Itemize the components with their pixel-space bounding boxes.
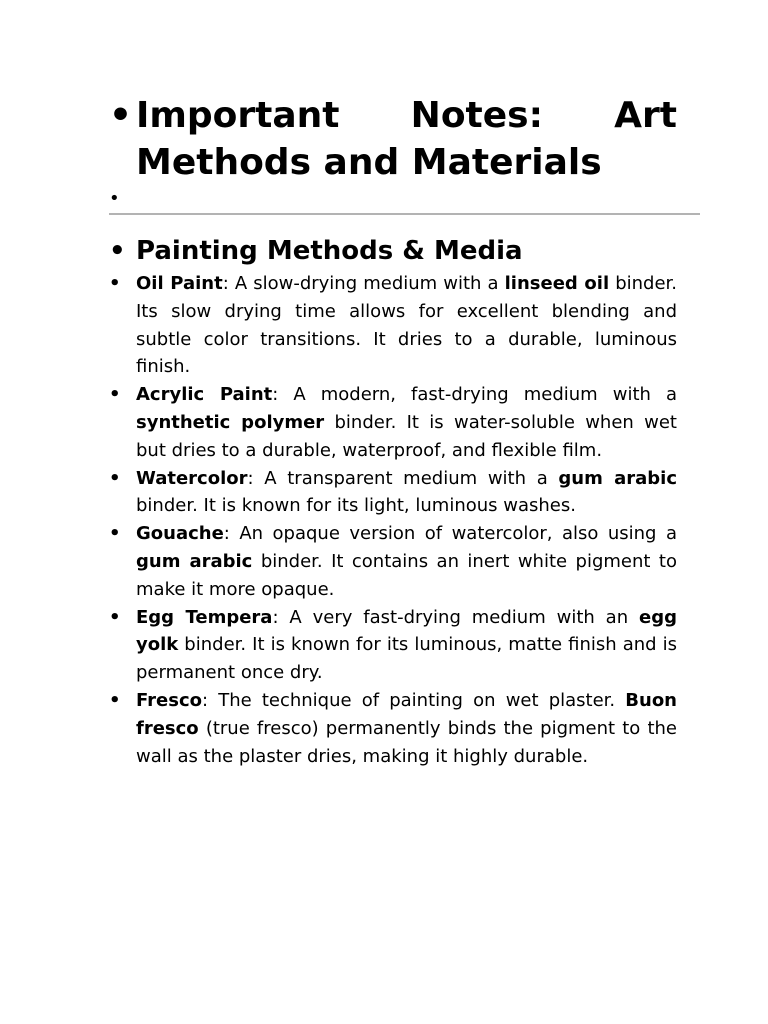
item-text-part: binder. It is known for its luminous, matte finish and is permanent once dry. [136,634,677,684]
list-item [109,270,677,381]
section-heading-list [109,233,677,269]
item-text-part: : An opaque version of watercolor, also using a [223,523,677,545]
list-item [109,520,677,603]
item-text-part: : The technique of painting on wet plaster. [201,689,626,711]
item-emphasis: linseed oil [504,273,610,294]
item-text-part: binder. It is known for its light, luminous washes. [136,495,576,517]
media-list [109,270,677,770]
bullet-icon: • [109,689,121,711]
item-emphasis: synthetic polymer [136,411,325,433]
section-heading: Painting Methods & Media [136,236,523,266]
item-text-part: binder. It is water-soluble when wet but dries to a durable, waterproof, and flexible film. [136,411,677,461]
horizontal-divider [109,213,700,215]
list-item-text [136,381,677,464]
bullet-icon: • [109,467,121,489]
list-item-text [136,687,677,770]
page-title: Important Notes: Art Methods and Materials [136,95,677,183]
bullet-icon: • [109,523,121,545]
item-text-part: binder. It contains an inert white pigment to make it more opaque. [136,550,677,600]
section-heading-item [109,233,677,269]
item-text-part: binder. Its slow drying time allows for excellent blending and subtle color transitions. It dries to a durable, luminous finish. [136,273,677,378]
item-text-part: : A modern, fast-drying medium with a [272,384,677,406]
title-list [109,92,677,212]
bullet-icon: • [109,236,126,266]
list-item-text [136,270,677,381]
item-text-part: : A very fast-drying medium with an [272,606,640,628]
title-list-item [109,92,677,186]
item-term: Oil Paint [136,273,223,294]
bullet-icon: • [109,188,120,209]
list-item [109,381,677,464]
item-text-part: (true fresco) permanently binds the pigment to the wall as the plaster dries, making it highly durable. [136,717,677,767]
item-text-part: : A transparent medium with a [247,467,559,489]
item-emphasis: gum arabic [136,550,253,572]
list-item-text [136,520,677,603]
item-term: Gouache [136,523,224,545]
list-item [109,465,677,521]
empty-list-item [109,186,677,212]
bullet-icon: • [109,384,121,406]
bullet-icon: • [109,95,133,136]
item-emphasis: egg yolk [136,606,677,656]
list-item-text [136,465,677,521]
item-emphasis: Buon fresco [136,689,677,739]
item-emphasis: gum arabic [558,467,677,489]
item-term: Acrylic Paint [136,384,273,406]
list-item-text [136,604,677,687]
item-term: Egg Tempera [136,606,273,628]
bullet-icon: • [109,606,121,628]
bullet-icon: • [109,273,121,294]
list-item [109,604,677,687]
item-term: Fresco [136,689,202,711]
list-item [109,687,677,770]
item-term: Watercolor [136,467,248,489]
item-text-part: : A slow-drying medium with a [222,273,505,294]
